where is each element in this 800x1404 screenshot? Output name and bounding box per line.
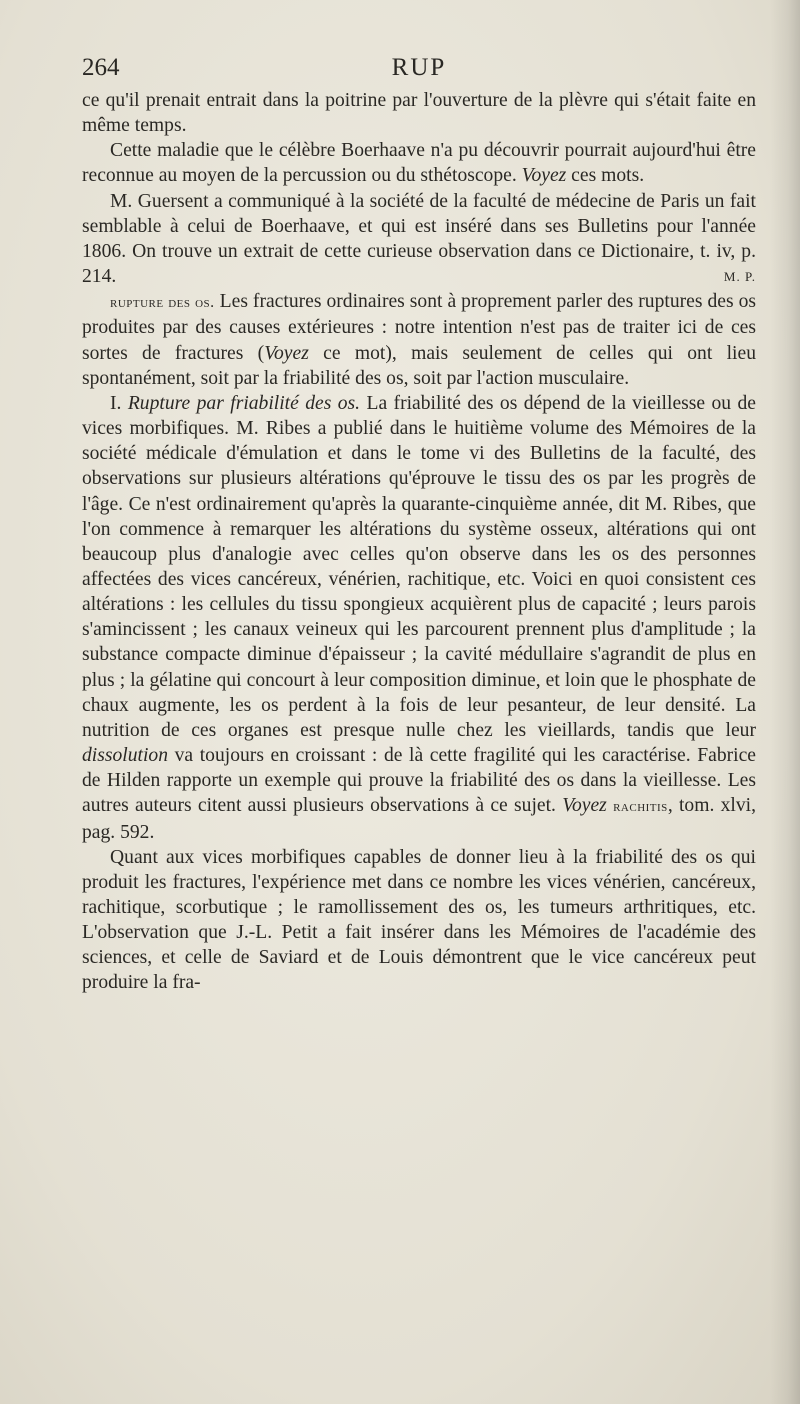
paragraph-text: va toujours en croissant : de là cette fragilité qui les caractérise. Fabrice de Hilden rapporte un exemple qui prouve la friabilité des os dans la vieillesse. Les autres auteurs citent aussi plusieurs observations à ce sujet. [82, 745, 756, 817]
paragraph-text: Cette maladie que le célèbre Boerhaave n'a pu découvrir pourrait aujourd'hui être reconnue au moyen de la percussion ou du sthétoscope. [82, 140, 756, 187]
paragraph-rupture-des-os [82, 289, 756, 391]
paragraph-text: ces mots. [566, 165, 645, 187]
paragraph-text: Les fractures ordinaires sont à proprement parler des ruptures des os produites par des causes extérieures : notre intention n'est pas de traiter ici de ces sortes de fractures ( [82, 291, 756, 364]
voyez-reference: Voyez [562, 795, 607, 817]
section-heading: Rupture par friabilité des os. [127, 392, 361, 414]
page-fold-shadow [770, 0, 800, 1404]
author-signature: M. P. [723, 269, 756, 285]
running-header [82, 50, 756, 86]
body-text [82, 88, 756, 996]
paragraph-boerhaave [82, 138, 756, 188]
paragraph-vices-morbifiques: Quant aux vices morbifiques capables de donner lieu à la friabilité des os qui produit les fractures, l'expérience met dans ce nombre les vices vénérien, cancéreux, rachitique, scorbutique ; le ramollissement des os, les tumeurs arthritiques, etc. L'observation que J.-L. Petit a fait insérer dans les Mémoires de l'académie des sciences, et celle de Saviard et de Louis démontrent que le vice cancéreux peut produire la fra- [82, 846, 756, 994]
paragraph-text: ce mot), mais seulement de celles qui ont lieu spontanément, soit par la friabilité des os, soit par l'action musculaire. [82, 342, 756, 389]
voyez-reference: Voyez [264, 342, 309, 364]
italic-term: dissolution [82, 745, 169, 767]
paragraph-text: La friabilité des os dépend de la vieillesse ou de vices morbifiques. M. Ribes a publié dans le huitième volume des Mémoires de la société médicale d'émulation et dans le tome vi des Bulletins de la faculté, des observations sur plusieurs altérations qu'éprouve le tissu des os par les progrès de l'âge. Ce n'est ordinairement qu'après la quarante-cinquième année, dit M. Ribes, que l'on commence à remarquer les altérations du système osseux, altérations qui ont beaucoup plus d'analogie avec celles qu'on observe dans les os des personnes affectées des vices cancéreux, vénérien, rachitique, etc. Voici en quoi consistent ces altérations : les cellules du tissu spongieux acquièrent plus de capacité ; leurs parois s'amincissent ; les canaux veineux qui les parcourent prennent plus d'amplitude ; la substance compacte diminue d'épaisseur ; la cavité médullaire s'agrandit de plus en plus ; la gélatine qui concourt à leur composition diminue, et loin que le phosphate de chaux augmente, les os perdent à la fois de leur pesanteur, de leur densité. La nutrition de ces organes est presque nulle chez les vieillards, tandis que leur [82, 392, 756, 741]
article-heading: rupture des os. [110, 294, 215, 312]
page-number: 264 [82, 54, 120, 81]
paragraph-continuation: ce qu'il prenait entrait dans la poitrine par l'ouverture de la plèvre qui s'était faite en même temps. [82, 90, 756, 137]
voyez-reference: Voyez [521, 165, 567, 187]
running-title: RUP [391, 54, 447, 81]
cross-reference: rachitis [613, 798, 668, 816]
section-numeral: I. [110, 392, 128, 414]
paragraph-friabilite [82, 391, 756, 845]
paragraph-text: , tom. xlvi, pag. 592. [82, 795, 756, 843]
paragraph-text: M. Guersent a communiqué à la société de la faculté de médecine de Paris un fait semblable à celui de Boerhaave, et qui est inséré dans ses Bulletins pour l'année 1806. On trouve un extrait de cette curieuse observation dans ce Dictionaire, t. iv, p. 214. [82, 190, 756, 288]
